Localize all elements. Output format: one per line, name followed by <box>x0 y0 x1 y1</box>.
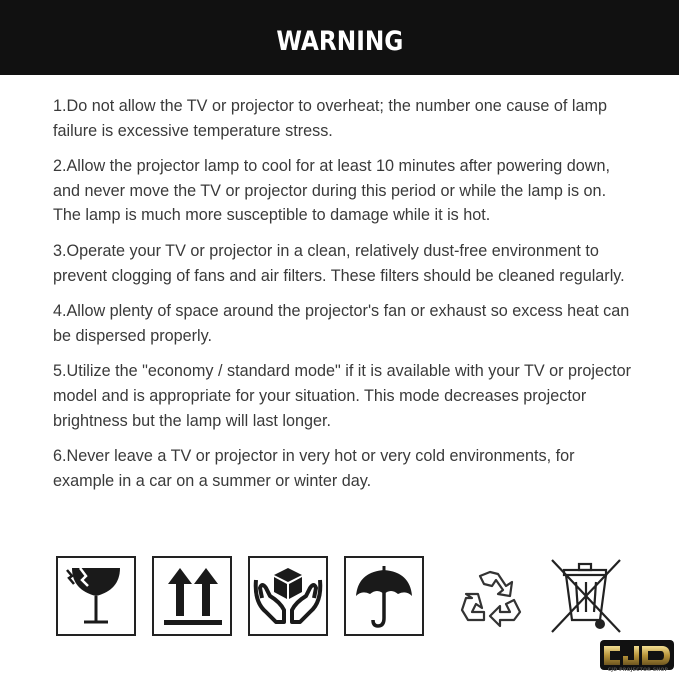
recycle-icon <box>458 568 528 633</box>
keep-dry-umbrella-icon <box>344 556 424 636</box>
warning-item-2: 2.Allow the projector lamp to cool for at least 10 minutes after powering down, and never move the TV or projector during this period or while the lamp is on. The lamp is much more susceptible to damage while it is hot. <box>53 157 610 225</box>
handle-with-care-icon <box>248 556 328 636</box>
warning-item-5: 5.Utilize the "economy / standard mode" if it is available with your TV or projector model and is appropriate for your situation. This mode decreases projector brightness but the lamp will last longer. <box>53 362 632 430</box>
page-title: WARNING <box>276 26 403 57</box>
fragile-glass-icon <box>56 556 136 636</box>
this-way-up-arrows-icon <box>152 556 232 636</box>
warning-item-4: 4.Allow plenty of space around the projector's fan or exhaust so excess heat can be dispersed properly. <box>53 302 630 345</box>
warning-item-3: 3.Operate your TV or projector in a clean, relatively dust-free environment to prevent clogging of fans and air filters. These filters should be cleaned regularly. <box>53 241 625 285</box>
crossed-out-bin-icon <box>546 556 626 643</box>
warning-item-1: 1.Do not allow the TV or projector to overheat; the number one cause of lamp failure is excessive temperature stress. <box>53 97 607 140</box>
logo-caption: CJD PROJECTOR SHOP <box>607 668 669 673</box>
warning-item-6: 6.Never leave a TV or projector in very hot or very cold environments, for example in a car on a summer or winter day. <box>53 447 575 490</box>
